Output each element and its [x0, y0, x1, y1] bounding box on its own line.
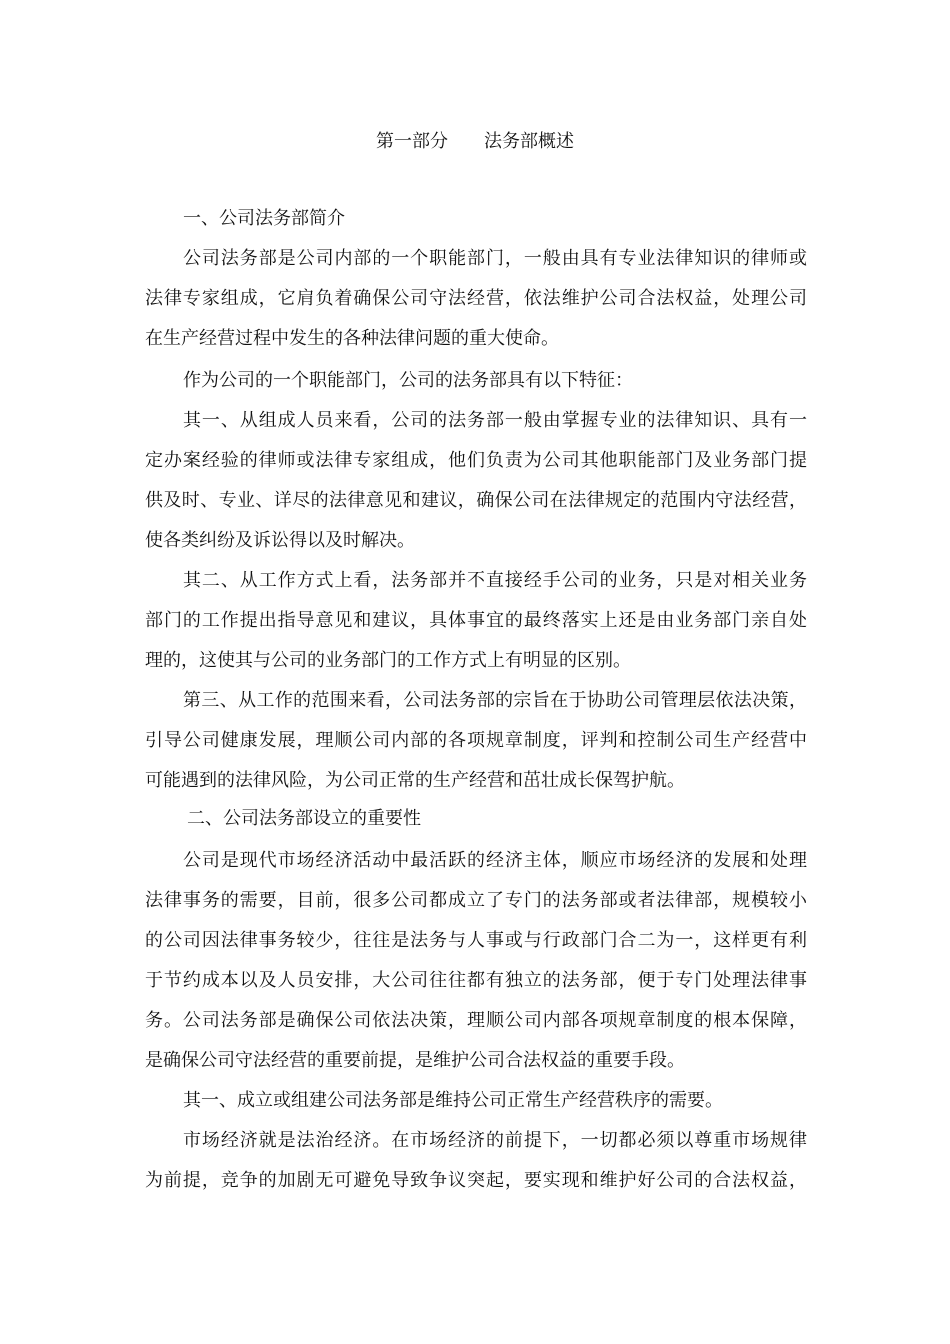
paragraph-line: 部门的工作提出指导意见和建议，具体事宜的最终落实上还是由业务部门亲自处 [145, 610, 807, 631]
paragraph-line: 第三、从工作的范围来看，公司法务部的宗旨在于协助公司管理层依法决策， [183, 690, 807, 711]
section-heading-1: 一、公司法务部简介 [183, 208, 345, 229]
paragraph-line: 市场经济就是法治经济。在市场经济的前提下，一切都必须以尊重市场规律 [183, 1130, 807, 1151]
paragraph-line: 为前提，竞争的加剧无可避免导致争议突起，要实现和维护好公司的合法权益， [145, 1170, 807, 1191]
paragraph-line: 公司是现代市场经济活动中最活跃的经济主体，顺应市场经济的发展和处理 [183, 850, 807, 871]
paragraph-line: 理的，这使其与公司的业务部门的工作方式上有明显的区别。 [145, 650, 631, 671]
paragraph-line: 定办案经验的律师或法律专家组成，他们负责为公司其他职能部门及业务部门提 [145, 450, 807, 471]
paragraph-line: 是确保公司守法经营的重要前提，是维护公司合法权益的重要手段。 [145, 1050, 685, 1071]
paragraph-line: 作为公司的一个职能部门，公司的法务部具有以下特征： [183, 370, 633, 391]
paragraph-line: 供及时、专业、详尽的法律意见和建议，确保公司在法律规定的范围内守法经营， [145, 490, 807, 511]
paragraph-line: 使各类纠纷及诉讼得以及时解决。 [145, 530, 415, 551]
paragraph-line: 务。公司法务部是确保公司依法决策，理顺公司内部各项规章制度的根本保障， [145, 1010, 807, 1031]
paragraph-line: 公司法务部是公司内部的一个职能部门，一般由具有专业法律知识的律师或 [183, 248, 807, 269]
paragraph-line: 可能遇到的法律风险，为公司正常的生产经营和茁壮成长保驾护航。 [145, 770, 685, 791]
paragraph-line: 于节约成本以及人员安排，大公司往往都有独立的法务部，便于专门处理法律事 [145, 970, 807, 991]
paragraph-line: 法律事务的需要，目前，很多公司都成立了专门的法务部或者法律部，规模较小 [145, 890, 807, 911]
section-heading-2: 二、公司法务部设立的重要性 [187, 808, 421, 829]
paragraph-line: 法律专家组成，它肩负着确保公司守法经营，依法维护公司合法权益，处理公司 [145, 288, 807, 309]
paragraph-line: 的公司因法律事务较少，往往是法务与人事或与行政部门合二为一，这样更有利 [145, 930, 807, 951]
document-title: 第一部分 法务部概述 [376, 131, 574, 152]
paragraph-line: 其一、成立或组建公司法务部是维持公司正常生产经营秩序的需要。 [183, 1090, 723, 1111]
paragraph-line: 在生产经营过程中发生的各种法律问题的重大使命。 [145, 328, 559, 349]
paragraph-line: 引导公司健康发展，理顺公司内部的各项规章制度，评判和控制公司生产经营中 [145, 730, 807, 751]
paragraph-line: 其一、从组成人员来看，公司的法务部一般由掌握专业的法律知识、具有一 [183, 410, 807, 431]
paragraph-line: 其二、从工作方式上看，法务部并不直接经手公司的业务，只是对相关业务 [183, 570, 807, 591]
